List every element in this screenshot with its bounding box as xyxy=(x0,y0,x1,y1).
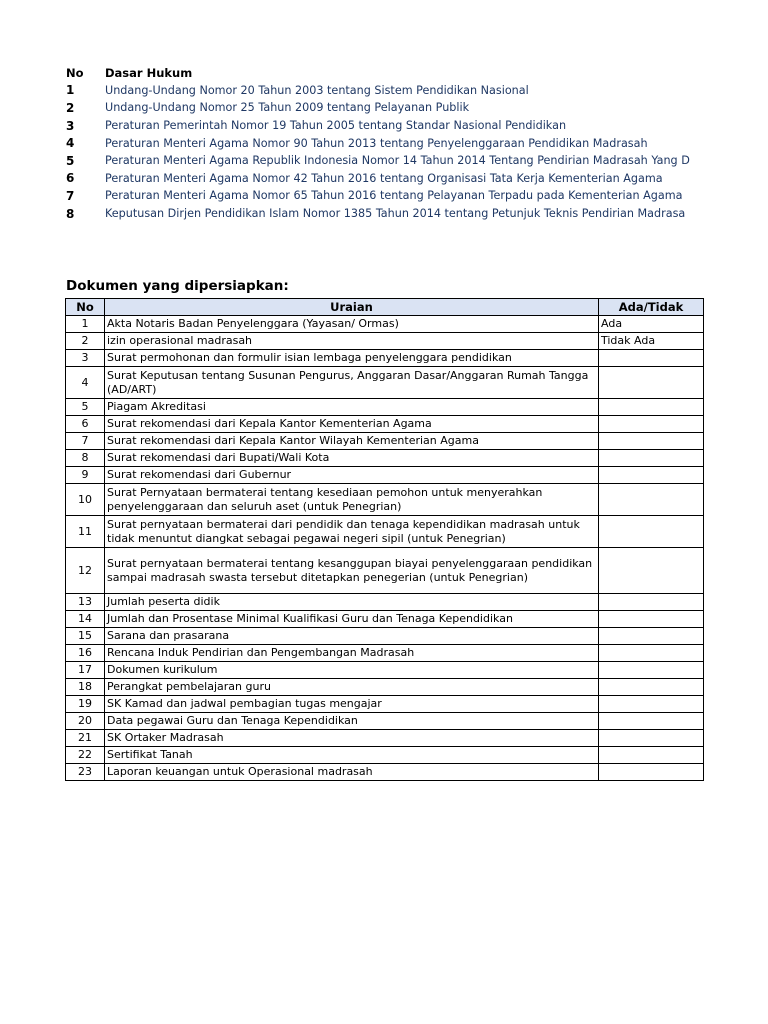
cell-no: 10 xyxy=(66,484,105,516)
cell-status[interactable] xyxy=(599,679,704,696)
table-row xyxy=(66,679,704,696)
table-row xyxy=(66,433,704,450)
cell-no: 7 xyxy=(66,433,105,450)
cell-no: 1 xyxy=(66,316,105,333)
table-row xyxy=(66,416,704,433)
cell-status[interactable] xyxy=(599,747,704,764)
cell-status[interactable] xyxy=(599,548,704,594)
cell-status[interactable] xyxy=(599,611,704,628)
cell-uraian: izin operasional madrasah xyxy=(105,333,599,350)
table-row xyxy=(66,399,704,416)
cell-no: 4 xyxy=(66,367,105,399)
cell-no: 3 xyxy=(66,350,105,367)
legal-basis-item xyxy=(66,205,702,223)
table-row xyxy=(66,594,704,611)
cell-status[interactable] xyxy=(599,594,704,611)
cell-uraian: Surat rekomendasi dari Kepala Kantor Wilayah Kementerian Agama xyxy=(105,433,599,450)
legal-item-no: 3 xyxy=(66,118,75,133)
legal-title-header: Dasar Hukum xyxy=(105,65,193,80)
table-row xyxy=(66,367,704,399)
legal-basis-item xyxy=(66,134,702,152)
cell-status[interactable] xyxy=(599,713,704,730)
table-row xyxy=(66,548,704,594)
legal-basis-item xyxy=(66,152,702,170)
table-row xyxy=(66,467,704,484)
legal-item-no: 7 xyxy=(66,188,75,203)
table-row xyxy=(66,747,704,764)
cell-uraian: Surat Keputusan tentang Susunan Pengurus, Anggaran Dasar/Anggaran Rumah Tangga (AD/ART) xyxy=(105,367,599,399)
table-row xyxy=(66,450,704,467)
cell-uraian: Surat permohonan dan formulir isian lembaga penyelenggara pendidikan xyxy=(105,350,599,367)
cell-status[interactable] xyxy=(599,433,704,450)
cell-uraian: Jumlah dan Prosentase Minimal Kualifikasi Guru dan Tenaga Kependidikan xyxy=(105,611,599,628)
legal-item-no: 6 xyxy=(66,171,75,186)
legal-item-text: Peraturan Menteri Agama Nomor 65 Tahun 2016 tentang Pelayanan Terpadu pada Kementerian Agama xyxy=(105,189,683,203)
column-header-status: Ada/Tidak xyxy=(599,299,704,316)
legal-item-text: Peraturan Pemerintah Nomor 19 Tahun 2005 tentang Standar Nasional Pendidikan xyxy=(105,119,567,133)
cell-no: 15 xyxy=(66,628,105,645)
legal-no-header: No xyxy=(66,65,84,80)
legal-item-text: Undang-Undang Nomor 25 Tahun 2009 tentang Pelayanan Publik xyxy=(105,101,470,115)
cell-no: 22 xyxy=(66,747,105,764)
cell-no: 19 xyxy=(66,696,105,713)
legal-item-text: Peraturan Menteri Agama Republik Indonesia Nomor 14 Tahun 2014 Tentang Pendirian Madrasah Yang D xyxy=(105,154,690,168)
cell-no: 9 xyxy=(66,467,105,484)
legal-item-text: Peraturan Menteri Agama Nomor 90 Tahun 2013 tentang Penyelenggaraan Pendidikan Madrasah xyxy=(105,136,648,150)
cell-no: 13 xyxy=(66,594,105,611)
cell-uraian: Surat pernyataan bermaterai dari pendidik dan tenaga kependidikan madrasah untuk tidak menuntut diangkat sebagai pegawai negeri sipil (untuk Penegrian) xyxy=(105,516,599,548)
column-header-uraian: Uraian xyxy=(105,299,599,316)
cell-uraian: Surat rekomendasi dari Gubernur xyxy=(105,467,599,484)
cell-status[interactable] xyxy=(599,516,704,548)
legal-item-text: Peraturan Menteri Agama Nomor 42 Tahun 2016 tentang Organisasi Tata Kerja Kementerian Agama xyxy=(105,171,663,185)
legal-item-no: 8 xyxy=(66,206,75,221)
cell-status[interactable] xyxy=(599,416,704,433)
cell-uraian: Perangkat pembelajaran guru xyxy=(105,679,599,696)
legal-basis-item xyxy=(66,170,702,188)
cell-no: 16 xyxy=(66,645,105,662)
cell-uraian: Laporan keuangan untuk Operasional madrasah xyxy=(105,764,599,781)
table-row xyxy=(66,662,704,679)
cell-uraian: SK Ortaker Madrasah xyxy=(105,730,599,747)
cell-no: 23 xyxy=(66,764,105,781)
table-row xyxy=(66,333,704,350)
legal-item-text: Undang-Undang Nomor 20 Tahun 2003 tentang Sistem Pendidikan Nasional xyxy=(105,83,529,97)
cell-uraian: Sarana dan prasarana xyxy=(105,628,599,645)
legal-item-no: 1 xyxy=(66,83,75,98)
table-row xyxy=(66,484,704,516)
cell-no: 5 xyxy=(66,399,105,416)
legal-item-no: 5 xyxy=(66,153,75,168)
cell-status[interactable] xyxy=(599,764,704,781)
cell-uraian: Surat pernyataan bermaterai tentang kesanggupan biayai penyelenggaraan pendidikan sampai madrasah swasta tersebut ditetapkan penegerian (untuk Penegrian) xyxy=(105,548,599,594)
cell-no: 18 xyxy=(66,679,105,696)
table-header-row xyxy=(66,299,704,316)
cell-uraian: Dokumen kurikulum xyxy=(105,662,599,679)
table-row xyxy=(66,764,704,781)
cell-no: 11 xyxy=(66,516,105,548)
table-row xyxy=(66,350,704,367)
legal-item-no: 4 xyxy=(66,136,75,151)
legal-basis-item xyxy=(66,82,702,100)
column-header-no: No xyxy=(66,299,105,316)
cell-uraian: Surat Pernyataan bermaterai tentang kesediaan pemohon untuk menyerahkan penyelenggaraan dan seluruh aset (untuk Penegrian) xyxy=(105,484,599,516)
table-row xyxy=(66,316,704,333)
cell-uraian: Sertifikat Tanah xyxy=(105,747,599,764)
cell-status[interactable] xyxy=(599,662,704,679)
legal-basis-header xyxy=(66,64,702,82)
cell-uraian: Akta Notaris Badan Penyelenggara (Yayasan/ Ormas) xyxy=(105,316,599,333)
cell-uraian: Jumlah peserta didik xyxy=(105,594,599,611)
table-row xyxy=(66,696,704,713)
cell-uraian: Surat rekomendasi dari Kepala Kantor Kementerian Agama xyxy=(105,416,599,433)
cell-uraian: Rencana Induk Pendirian dan Pengembangan Madrasah xyxy=(105,645,599,662)
cell-no: 12 xyxy=(66,548,105,594)
legal-basis-item xyxy=(66,187,702,205)
cell-no: 17 xyxy=(66,662,105,679)
cell-status[interactable] xyxy=(599,399,704,416)
cell-no: 21 xyxy=(66,730,105,747)
cell-status[interactable] xyxy=(599,730,704,747)
cell-status[interactable]: Tidak Ada xyxy=(599,333,704,350)
legal-item-text: Keputusan Dirjen Pendidikan Islam Nomor 1385 Tahun 2014 tentang Petunjuk Teknis Pendirian Madrasa xyxy=(105,207,686,221)
cell-uraian: SK Kamad dan jadwal pembagian tugas mengajar xyxy=(105,696,599,713)
cell-status[interactable] xyxy=(599,450,704,467)
documents-table xyxy=(65,298,704,781)
cell-status[interactable]: Ada xyxy=(599,316,704,333)
cell-no: 14 xyxy=(66,611,105,628)
cell-uraian: Data pegawai Guru dan Tenaga Kependidikan xyxy=(105,713,599,730)
cell-status[interactable] xyxy=(599,484,704,516)
table-row xyxy=(66,645,704,662)
legal-basis-item xyxy=(66,117,702,135)
cell-status[interactable] xyxy=(599,645,704,662)
table-row xyxy=(66,611,704,628)
table-row xyxy=(66,713,704,730)
cell-no: 6 xyxy=(66,416,105,433)
legal-basis-item xyxy=(66,99,702,117)
table-row xyxy=(66,628,704,645)
cell-status[interactable] xyxy=(599,350,704,367)
cell-no: 2 xyxy=(66,333,105,350)
cell-status[interactable] xyxy=(599,628,704,645)
cell-uraian: Surat rekomendasi dari Bupati/Wali Kota xyxy=(105,450,599,467)
cell-status[interactable] xyxy=(599,696,704,713)
cell-status[interactable] xyxy=(599,467,704,484)
cell-uraian: Piagam Akreditasi xyxy=(105,399,599,416)
cell-status[interactable] xyxy=(599,367,704,399)
cell-no: 20 xyxy=(66,713,105,730)
table-row xyxy=(66,516,704,548)
legal-basis-list xyxy=(66,64,702,222)
legal-item-no: 2 xyxy=(66,100,75,115)
cell-no: 8 xyxy=(66,450,105,467)
documents-title: Dokumen yang dipersiapkan: xyxy=(66,278,289,294)
table-row xyxy=(66,730,704,747)
